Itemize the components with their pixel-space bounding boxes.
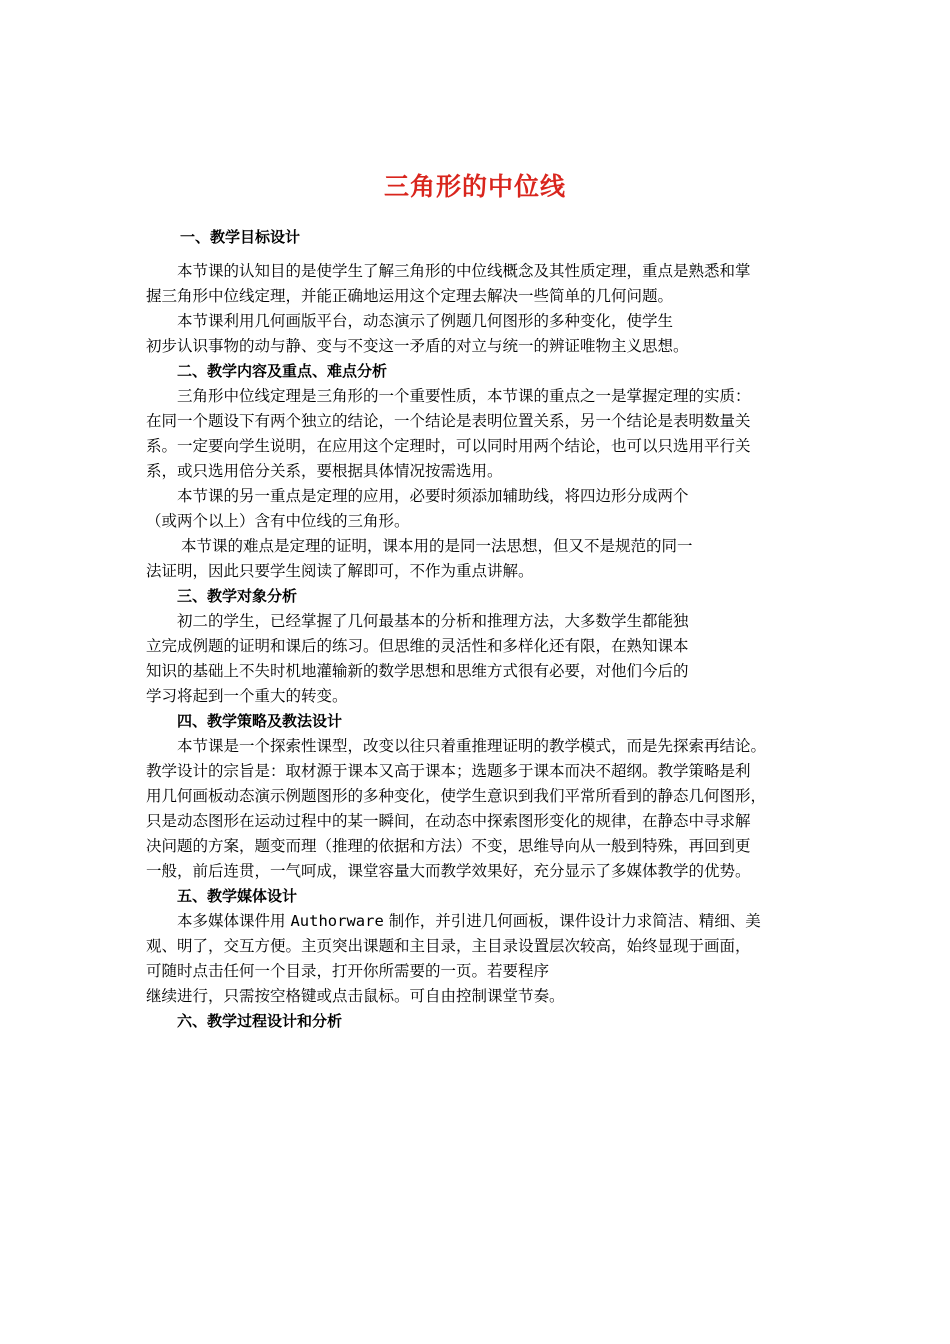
paragraph-line: 本节课的另一重点是定理的应用，必要时须添加辅助线，将四边形分成两个 xyxy=(177,487,689,505)
paragraph-line: 系，或只选用倍分关系，要根据具体情况按需选用。 xyxy=(146,462,503,480)
document-title: 三角形的中位线 xyxy=(383,172,566,201)
paragraph-line: 三角形中位线定理是三角形的一个重要性质，本节课的重点之一是掌握定理的实质： xyxy=(177,387,751,405)
section-heading-6: 六、教学过程设计和分析 xyxy=(177,1012,343,1030)
software-name: Authorware xyxy=(290,912,384,930)
paragraph-line: （或两个以上）含有中位线的三角形。 xyxy=(146,512,410,530)
text-run: 制作，并引进几何画板，课件设计力求简洁、精细、美 xyxy=(388,912,761,930)
paragraph-line: 继续进行，只需按空格键或点击鼠标。可自由控制课堂节奏。 xyxy=(146,987,565,1005)
paragraph-line: 系。一定要向学生说明，在应用这个定理时，可以同时用两个结论，也可以只选用平行关 xyxy=(146,437,751,455)
paragraph-line: 立完成例题的证明和课后的练习。但思维的灵活性和多样化还有限，在熟知课本 xyxy=(146,637,689,655)
paragraph-line: 观、明了，交互方便。主页突出课题和主目录，主目录设置层次较高，始终显现于画面， xyxy=(146,937,751,955)
section-heading-3: 三、教学对象分析 xyxy=(177,587,298,605)
paragraph-line: 法证明，因此只要学生阅读了解即可，不作为重点讲解。 xyxy=(146,562,534,580)
paragraph-line: 本节课利用几何画版平台，动态演示了例题几何图形的多种变化，使学生 xyxy=(177,312,674,330)
paragraph-line: 决问题的方案，题变而理（推理的依据和方法）不变，思维导向从一般到特殊，再回到更 xyxy=(146,837,751,855)
paragraph-line: 学习将起到一个重大的转变。 xyxy=(146,687,348,705)
paragraph-line: 可随时点击任何一个目录，打开你所需要的一页。若要程序 xyxy=(146,962,550,980)
paragraph-line: 在同一个题设下有两个独立的结论，一个结论是表明位置关系，另一个结论是表明数量关 xyxy=(146,412,751,430)
paragraph-line: 教学设计的宗旨是：取材源于课本又高于课本；选题多于课本而决不超纲。教学策略是利 xyxy=(146,762,751,780)
section-heading-4: 四、教学策略及教法设计 xyxy=(177,712,343,730)
paragraph-line: 只是动态图形在运动过程中的某一瞬间，在动态中探索图形变化的规律，在静态中寻求解 xyxy=(146,812,751,830)
paragraph-line: 握三角形中位线定理，并能正确地运用这个定理去解决一些简单的几何问题。 xyxy=(146,287,674,305)
paragraph-line: 本节课的认知目的是使学生了解三角形的中位线概念及其性质定理，重点是熟悉和掌 xyxy=(177,262,751,280)
section-heading-5: 五、教学媒体设计 xyxy=(177,887,298,905)
text-run: 本多媒体课件用 xyxy=(177,912,286,930)
paragraph-line: 本节课的难点是定理的证明，课本用的是同一法思想，但又不是规范的同一 xyxy=(181,537,693,555)
section-heading-1: 一、教学目标设计 xyxy=(180,228,301,246)
paragraph-line: 初二的学生，已经掌握了几何最基本的分析和推理方法，大多数学生都能独 xyxy=(177,612,689,630)
paragraph-line xyxy=(177,909,867,934)
paragraph-line: 用几何画板动态演示例题图形的多种变化，使学生意识到我们平常所看到的静态几何图形， xyxy=(146,787,767,805)
paragraph-line: 初步认识事物的动与静、变与不变这一矛盾的对立与统一的辨证唯物主义思想。 xyxy=(146,337,689,355)
paragraph-line: 本节课是一个探索性课型，改变以往只着重推理证明的教学模式，而是先探索再结论。 xyxy=(177,737,767,755)
paragraph-line: 知识的基础上不失时机地灌输新的数学思想和思维方式很有必要，对他们今后的 xyxy=(146,662,689,680)
section-heading-2: 二、教学内容及重点、难点分析 xyxy=(177,362,388,380)
paragraph-line: 一般，前后连贯，一气呵成，课堂容量大而教学效果好，充分显示了多媒体教学的优势。 xyxy=(146,862,751,880)
